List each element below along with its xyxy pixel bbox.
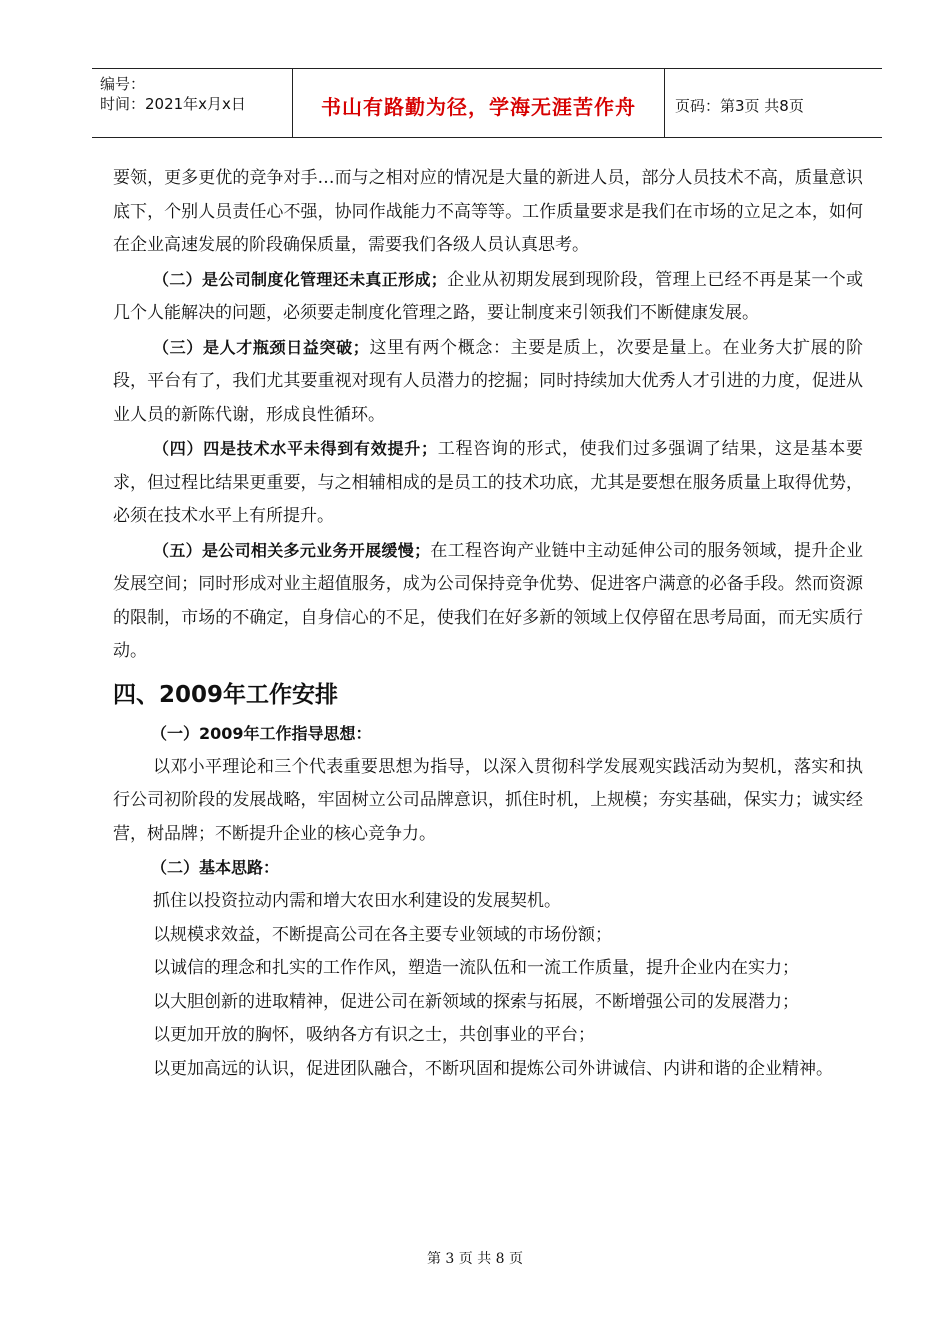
page-footer: 第 3 页 共 8 页 [426,1251,524,1267]
header-page-cell [665,69,882,137]
paragraph-point-5 [113,534,863,669]
point-5-heading: （五）是公司相关多元业务开展缓慢； [153,540,431,560]
page-label: 页码：第3页 共8页 [675,97,804,115]
point-4-heading: （四）四是技术水平未得到有效提升； [153,439,437,458]
paragraph-point-3 [113,331,863,433]
list-item: 以大胆创新的进取精神，促进公司在新领域的探索与拓展，不断增强公司的发展潜力； [153,991,799,1012]
point-3-heading: （三）是人才瓶颈日益突破； [153,337,369,357]
section-heading: 四、2009年工作安排 [113,681,339,708]
point-2-text: 企业从初期发展到现阶段，管理上已经不再是某一个或几个人能解决的问题，必须要走制度化管理之路，要让制度来引领我们不断健康发展。 [113,269,863,323]
point-3-text: 这里有两个概念：主要是质上，次要是量上。在业务大扩展的阶段，平台有了，我们尤其要重视对现有人员潜力的挖掘；同时持续加大优秀人才引进的力度，促进从业人员的新陈代谢，形成良性循环。 [113,337,863,425]
motto-text: 书山有路勤为径，学海无涯苦作舟 [321,95,636,119]
time-label: 时间：2021年x月x日 [100,95,246,113]
document-body [113,162,863,1086]
number-label: 编号： [100,75,146,93]
header-table [92,68,882,138]
point-2-heading: （二）是公司制度化管理还未真正形成； [153,269,447,289]
list-item: 以诚信的理念和扎实的工作作风，塑造一流队伍和一流工作质量，提升企业内在实力； [153,958,799,978]
paragraph-point-2 [113,263,863,331]
list-item: 以规模求效益，不断提高公司在各主要专业领域的市场份额； [153,924,612,945]
subsection-heading-1: （一）2009年工作指导思想： [151,723,372,743]
point-4-text: 工程咨询的形式，使我们过多强调了结果，这是基本要求，但过程比结果更重要，与之相辅相成的是员工的技术功底，尤其是要想在服务质量上取得优势，必须在技术水平上有所提升。 [113,439,863,526]
header-meta-cell [92,69,293,137]
list-item: 抓住以投资拉动内需和增大农田水利建设的发展契机。 [153,891,561,911]
paragraph-point-4 [113,432,863,534]
point-5-text: 在工程咨询产业链中主动延伸公司的服务领域，提升企业发展空间；同时形成对业主超值服务，成为公司保持竞争优势、促进客户满意的必备手段。然而资源的限制，市场的不确定，自身信心的不足，使我们在好多新的领域上仅停留在思考局面，而无实质行动。 [113,540,863,661]
guiding-paragraph: 以邓小平理论和三个代表重要思想为指导，以深入贯彻科学发展观实践活动为契机，落实和执行公司初阶段的发展战略，牢固树立公司品牌意识，抓住时机，上规模；夯实基础，保实力；诚实经营，树品牌；不断提升企业的核心竞争力。 [113,756,863,844]
paragraph-continued: 要领，更多更优的竞争对手…而与之相对应的情况是大量的新进人员，部分人员技术不高，质量意识底下，个别人员责任心不强，协同作战能力不高等等。工作质量要求是我们在市场的立足之本，如何在企业高速发展的阶段确保质量，需要我们各级人员认真思考。 [113,168,863,255]
list-item: 以更加开放的胸怀，吸纳各方有识之士，共创事业的平台； [153,1025,595,1045]
list-item: 以更加高远的认识，促进团队融合，不断巩固和提炼公司外讲诚信、内讲和谐的企业精神。 [153,1058,833,1079]
header-motto-cell [293,69,665,137]
subsection-heading-2: （二）基本思路： [151,858,280,877]
